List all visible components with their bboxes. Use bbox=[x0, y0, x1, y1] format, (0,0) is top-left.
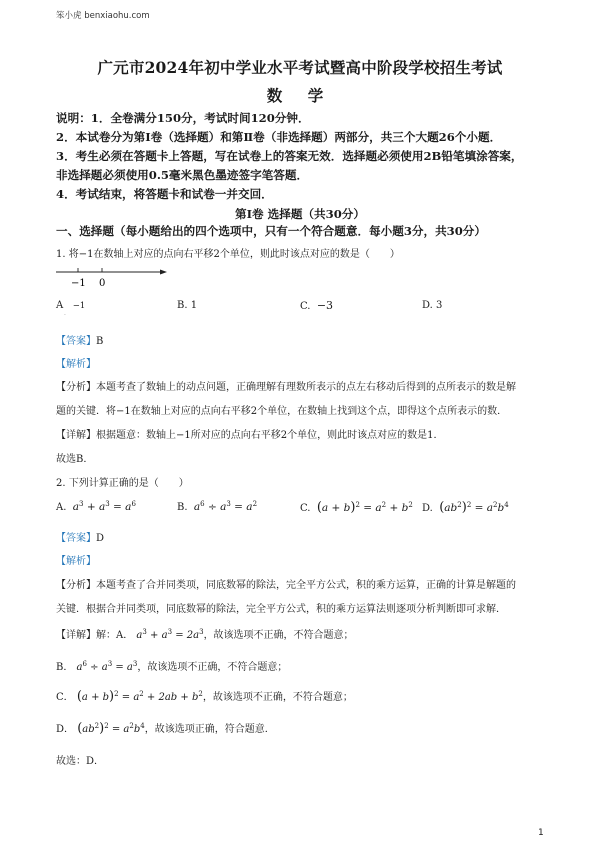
q2-detail-b-suffix: ，故该选项不正确，不符合题意； bbox=[137, 662, 288, 673]
q2-detail-a bbox=[56, 626, 548, 641]
detail-tag: 【详解】 bbox=[56, 630, 96, 641]
q2-detail-b-prefix: B． bbox=[56, 662, 74, 673]
q2-fenxi-line2: 关键．根据合并同类项，同底数幂的除法，完全平方公式，积的乘方运算法则逐项分析判断即可求解． bbox=[56, 604, 506, 615]
q2-option-b-formula: $a^6 \div a^3 = a^2$ bbox=[193, 500, 258, 513]
q1-fenxi-line1 bbox=[56, 378, 548, 393]
q2-detail-d-suffix: ，故该选项正确，符合题意． bbox=[144, 724, 275, 735]
instruction-3: 3．考生必须在答题卡上答题，写在试卷上的答案无效．选择题必须使用2B铅笔填涂答案， bbox=[56, 149, 523, 163]
q2-detail-d bbox=[56, 720, 548, 736]
q2-detail-b bbox=[56, 658, 548, 673]
q2-answer-value: D bbox=[96, 533, 105, 544]
q2-option-c bbox=[300, 500, 413, 515]
q1-detail-text: 根据题意：数轴上−1所对应的点向右平移2个单位，则此时该点对应的数是1． bbox=[96, 430, 444, 441]
q2-conclusion: 故选：D． bbox=[56, 756, 105, 767]
q1-fenxi-line2: 题的关键．将−1在数轴上对应的点向右平移2个单位，在数轴上找到这个点，即得这个点所表示的数． bbox=[56, 406, 508, 417]
q1-option-c-value: −3 bbox=[316, 299, 334, 312]
q1-option-a-value: −1 bbox=[72, 301, 86, 311]
q2-option-c-formula: $(a + b)^2 = a^2 + b^2$ bbox=[316, 500, 413, 515]
q2-option-b-letter: B. bbox=[177, 502, 188, 513]
answer-tag: 【答案】 bbox=[56, 533, 96, 544]
site-header: 笨小虎 benxiaohu.com bbox=[56, 11, 150, 21]
q2-option-d-letter: D. bbox=[422, 503, 433, 514]
label-minus-one: −1 bbox=[71, 278, 86, 289]
instruction-1: 说明：1．全卷满分150分，考试时间120分钟． bbox=[56, 111, 310, 125]
analysis-tag: 【解析】 bbox=[56, 359, 96, 370]
q1-option-b bbox=[177, 300, 197, 311]
exam-title: 广元市2024年初中学业水平考试暨高中阶段学校招生考试 bbox=[97, 58, 503, 77]
q1-answer-value: B bbox=[96, 336, 104, 347]
q1-stem: 1. 将−1在数轴上对应的点向右平移2个单位，则此时该点对应的数是（ ） bbox=[56, 249, 400, 260]
q1-option-a-letter: A bbox=[56, 300, 64, 311]
q2-detail-d-prefix: D． bbox=[56, 724, 75, 735]
q1-answer bbox=[56, 332, 548, 347]
answer-tag: 【答案】 bbox=[56, 336, 96, 347]
q2-detail-c-suffix: ，故该选项不正确，不符合题意； bbox=[202, 692, 353, 703]
label-zero: 0 bbox=[99, 278, 106, 289]
detail-tag: 【详解】 bbox=[56, 430, 96, 441]
q2-option-c-letter: C. bbox=[300, 503, 311, 514]
section1-title: 一、选择题（每小题给出的四个选项中，只有一个符合题意．每小题3分，共30分） bbox=[56, 224, 486, 238]
q1-option-d bbox=[422, 300, 442, 311]
decorative-dot: · bbox=[64, 312, 66, 319]
q1-fenxi-text1: 本题考查了数轴上的动点问题，正确理解有理数所表示的点左右移动后得到的点所表示的数是解 bbox=[96, 382, 516, 393]
q1-option-d-value: 3 bbox=[436, 300, 443, 311]
part1-title: 第Ⅰ卷 选择题（共30分） bbox=[235, 207, 365, 221]
instruction-2: 2．本试卷分为第Ⅰ卷（选择题）和第Ⅱ卷（非选择题）两部分，共三个大题26个小题． bbox=[56, 130, 502, 144]
analysis-tag: 【解析】 bbox=[56, 556, 96, 567]
q1-option-c-letter: C. bbox=[300, 301, 311, 312]
q1-option-b-value: 1 bbox=[190, 300, 198, 311]
q2-option-a-formula: $a^3 + a^3 = a^6$ bbox=[72, 500, 136, 513]
q2-detail-a-suffix: ，故该选项不正确，不符合题意； bbox=[203, 630, 354, 641]
q1-option-b-letter: B. bbox=[177, 300, 188, 311]
q2-detail-a-prefix: 解：A． bbox=[96, 630, 134, 641]
instruction-5: 4．考试结束，将答题卡和试卷一并交回． bbox=[56, 187, 273, 201]
q2-detail-c-prefix: C． bbox=[56, 692, 74, 703]
q2-fenxi-text1: 本题考查了合并同类项，同底数幂的除法，完全平方公式，积的乘方运算，正确的计算是解题的 bbox=[96, 580, 516, 591]
q2-detail-c-formula: $(a + b)^2 = a^2 + 2ab + b^2$ bbox=[76, 689, 203, 704]
q2-answer bbox=[56, 529, 548, 544]
q1-detail bbox=[56, 426, 548, 441]
q1-option-d-letter: D. bbox=[422, 300, 433, 311]
q2-analysis-tag bbox=[56, 552, 548, 567]
page-number: 1 bbox=[538, 828, 544, 838]
q1-option-c bbox=[300, 299, 333, 312]
fenxi-tag: 【分析】 bbox=[56, 382, 96, 393]
number-line-figure bbox=[56, 268, 176, 290]
q1-conclusion: 故选B． bbox=[56, 454, 94, 465]
q2-option-d bbox=[422, 500, 509, 515]
q1-option-a bbox=[56, 300, 85, 311]
fenxi-tag: 【分析】 bbox=[56, 580, 96, 591]
q2-detail-d-formula: $(ab^2)^2 = a^2b^4$ bbox=[77, 721, 145, 736]
q2-stem: 2. 下列计算正确的是（ ） bbox=[56, 478, 189, 489]
q2-option-a-letter: A. bbox=[56, 502, 67, 513]
subject-title: 数 学 bbox=[266, 86, 334, 105]
q1-analysis-tag bbox=[56, 355, 548, 370]
instruction-4: 非选择题必须使用0.5毫米黑色墨迹签字笔答题． bbox=[56, 168, 309, 182]
q2-option-b bbox=[177, 500, 257, 513]
q2-option-d-formula: $(ab^2)^2 = a^2b^4$ bbox=[439, 500, 509, 515]
q2-detail-c bbox=[56, 688, 548, 704]
q2-detail-a-formula: $a^3 + a^3 = 2a^3$ bbox=[136, 628, 204, 641]
number-line-arrow bbox=[160, 270, 167, 275]
q2-option-a bbox=[56, 500, 136, 513]
q2-detail-b-formula: $a^6 \div a^3 = a^3$ bbox=[76, 660, 138, 673]
q2-fenxi-line1 bbox=[56, 576, 548, 591]
